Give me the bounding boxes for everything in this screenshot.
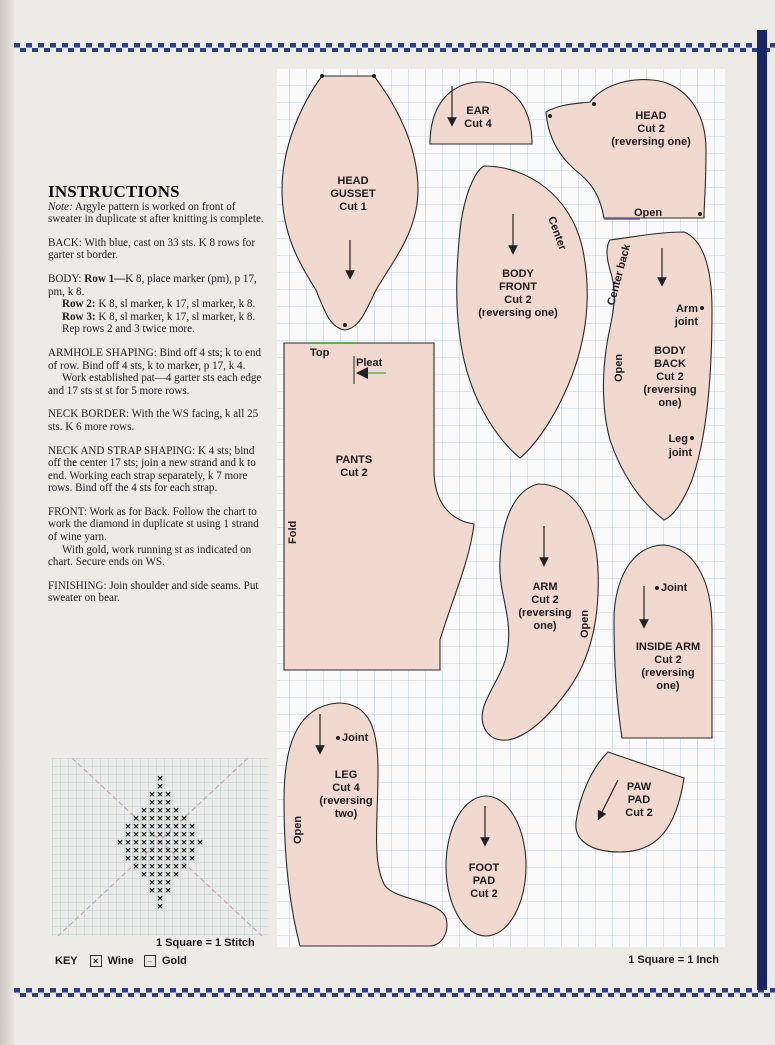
- body-back-label-1: BODY: [654, 345, 686, 357]
- wine-stitch-mark: ×: [124, 830, 132, 840]
- ear-label-2: Cut 4: [464, 118, 492, 130]
- body-back-label-4: (reversing: [643, 384, 697, 396]
- wine-stitch-mark: ×: [148, 886, 156, 896]
- leg-joint-label: Joint: [342, 732, 369, 744]
- wine-stitch-mark: ×: [172, 846, 180, 856]
- wine-stitch-mark: ×: [148, 790, 156, 800]
- wine-stitch-mark: ×: [140, 870, 148, 880]
- wine-stitch-mark: ×: [148, 814, 156, 824]
- arm-label-3: (reversing: [518, 607, 572, 619]
- neck-border-paragraph: NECK BORDER: With the WS facing, k all 25 sts. K 6 more rows.: [48, 408, 259, 433]
- back-paragraph: BACK: With blue, cast on 33 sts. K 8 rows for garter st border.: [48, 236, 256, 262]
- body-back-label-3: Cut 2: [656, 371, 684, 383]
- wine-stitch-mark: ×: [132, 814, 140, 824]
- key-label: KEY: [55, 955, 78, 967]
- body-front-label-4: (reversing one): [478, 307, 558, 319]
- front-text: FRONT: Work as for Back. Follow the chart to work the diamond in duplicate st using 1 strand of wine yarn.: [48, 505, 259, 544]
- body-front-label-2: FRONT: [499, 281, 537, 293]
- row3-text: K 8, sl marker, k 17, sl marker, k 8.: [95, 310, 256, 323]
- wine-stitch-mark: ×: [196, 838, 204, 848]
- wine-stitch-mark: ×: [172, 838, 180, 848]
- row1-text: K 8, place marker (pm), p 17, pm, k 8.: [48, 272, 257, 298]
- wine-stitch-mark: ×: [180, 862, 188, 872]
- wine-stitch-mark: ×: [148, 862, 156, 872]
- paw-pad-label-3: Cut 2: [625, 807, 653, 819]
- wine-stitch-mark: ×: [172, 814, 180, 824]
- paw-pad-label-1: PAW: [626, 781, 652, 793]
- wine-stitch-mark: ×: [164, 814, 172, 824]
- wine-stitch-mark: ×: [148, 870, 156, 880]
- wine-stitch-mark: ×: [180, 854, 188, 864]
- body-front-center-label: Center: [545, 214, 569, 252]
- wine-stitch-mark: ×: [148, 798, 156, 808]
- wine-stitch-mark: ×: [148, 854, 156, 864]
- pants-top-label: Top: [310, 347, 330, 359]
- wine-stitch-mark: ×: [156, 790, 164, 800]
- leg-open-label: Open: [292, 815, 304, 844]
- wine-stitch-mark: ×: [156, 814, 164, 824]
- pants-label-1: PANTS: [335, 454, 373, 466]
- wine-stitch-mark: ×: [148, 846, 156, 856]
- chart-caption: 1 Square = 1 Stitch: [156, 937, 255, 949]
- rep-line: Rep rows 2 and 3 twice more.: [62, 323, 195, 336]
- wine-stitch-mark: ×: [132, 822, 140, 832]
- pattern-caption: 1 Square = 1 Inch: [628, 954, 719, 966]
- wine-stitch-mark: ×: [156, 878, 164, 888]
- wine-stitch-mark: ×: [156, 870, 164, 880]
- wine-stitch-mark: ×: [132, 830, 140, 840]
- inside-arm-label-4: one): [656, 680, 680, 692]
- pants-pleat-label: Pleat: [356, 357, 383, 369]
- head-gusset-label-1: HEAD: [337, 175, 369, 187]
- leg-joint-label-1: Leg: [668, 433, 688, 445]
- body-back-open-label: Open: [613, 353, 625, 382]
- wine-stitch-mark: ×: [156, 782, 164, 792]
- foot-pad-label-2: PAD: [472, 875, 496, 887]
- wine-stitch-mark: ×: [180, 846, 188, 856]
- wine-stitch-mark: ×: [188, 838, 196, 848]
- leg-label-4: two): [334, 808, 358, 820]
- wine-stitch-mark: ×: [116, 838, 124, 848]
- head-gusset-label-3: Cut 1: [339, 201, 367, 213]
- row3-label: Row 3:: [62, 310, 96, 323]
- finishing-paragraph: FINISHING: Join shoulder and side seams. Put sweater on bear.: [48, 579, 259, 605]
- wine-stitch-mark: ×: [156, 822, 164, 832]
- wine-stitch-mark: ×: [132, 846, 140, 856]
- wine-stitch-mark: ×: [164, 790, 172, 800]
- arm-label-2: Cut 2: [531, 594, 559, 606]
- wine-stitch-mark: ×: [164, 846, 172, 856]
- body-back-center-label: Center back: [605, 242, 634, 307]
- wine-stitch-mark: ×: [188, 830, 196, 840]
- armhole-text: ARMHOLE SHAPING: Bind off 4 sts; k to end of row. Bind off 4 sts, k to marker, p 17, k 4.: [48, 346, 262, 372]
- leg-label-3: (reversing: [319, 795, 373, 807]
- body-back-label-5: one): [658, 397, 682, 409]
- wine-stitch-mark: ×: [140, 814, 148, 824]
- wine-stitch-mark: ×: [180, 838, 188, 848]
- body-back-label-2: BACK: [654, 358, 686, 370]
- wine-stitch-mark: ×: [132, 854, 140, 864]
- wine-stitch-mark: ×: [164, 862, 172, 872]
- paw-pad-label-2: PAD: [627, 794, 651, 806]
- wine-stitch-mark: ×: [156, 798, 164, 808]
- wine-stitch-mark: ×: [124, 822, 132, 832]
- wine-stitch-mark: ×: [148, 838, 156, 848]
- wine-stitch-mark: ×: [140, 830, 148, 840]
- wine-stitch-mark: ×: [172, 870, 180, 880]
- ear-label-1: EAR: [466, 105, 490, 117]
- wine-stitch-mark: ×: [172, 822, 180, 832]
- wine-stitch-mark: ×: [156, 806, 164, 816]
- inside-arm-joint-label: Joint: [661, 582, 688, 594]
- row2-label: Row 2:: [62, 298, 96, 311]
- head-open-label: Open: [634, 207, 663, 219]
- inside-arm-piece: [614, 545, 712, 738]
- wine-stitch-mark: ×: [140, 846, 148, 856]
- wine-stitch-mark: ×: [172, 830, 180, 840]
- foot-pad-label-1: FOOT: [468, 862, 500, 874]
- wine-stitch-mark: ×: [188, 854, 196, 864]
- head-label-2: Cut 2: [637, 123, 665, 135]
- wine-stitch-mark: ×: [156, 886, 164, 896]
- wine-stitch-mark: ×: [124, 854, 132, 864]
- wine-stitch-mark: ×: [156, 830, 164, 840]
- head-label-3: (reversing one): [611, 136, 691, 148]
- leg-label-1: LEG: [334, 769, 358, 781]
- wine-stitch-mark: ×: [148, 878, 156, 888]
- wine-stitch-mark: ×: [164, 830, 172, 840]
- wine-stitch-mark: ×: [164, 870, 172, 880]
- row1-label: Row 1—: [84, 272, 126, 285]
- body-front-label-1: BODY: [502, 268, 534, 280]
- key-gold: Gold: [161, 955, 187, 967]
- wine-stitch-mark: ×: [172, 862, 180, 872]
- inside-arm-label-2: Cut 2: [654, 654, 682, 666]
- wine-stitch-mark: ×: [164, 838, 172, 848]
- wine-stitch-mark: ×: [156, 838, 164, 848]
- wine-stitch-mark: ×: [164, 854, 172, 864]
- head-gusset-label-2: GUSSET: [330, 188, 376, 200]
- inside-arm-label-1: INSIDE ARM: [635, 641, 701, 653]
- body-front-label-3: Cut 2: [504, 294, 532, 306]
- wine-stitch-mark: ×: [148, 830, 156, 840]
- wine-stitch-mark: ×: [172, 854, 180, 864]
- wine-stitch-mark: ×: [172, 806, 180, 816]
- wine-stitch-mark: ×: [180, 822, 188, 832]
- wine-stitch-mark: ×: [132, 838, 140, 848]
- wine-stitch-mark: ×: [148, 806, 156, 816]
- body-label: BODY:: [48, 272, 82, 285]
- pants-fold-label: Fold: [287, 520, 299, 544]
- wine-stitch-mark: ×: [156, 894, 164, 904]
- foot-pad-piece: [446, 796, 526, 936]
- wine-stitch-mark: ×: [140, 822, 148, 832]
- wine-stitch-mark: ×: [180, 814, 188, 824]
- wine-stitch-mark: ×: [164, 798, 172, 808]
- arm-joint-label-2: joint: [674, 316, 698, 328]
- pants-label-2: Cut 2: [340, 467, 368, 479]
- neck-strap-paragraph: NECK AND STRAP SHAPING: K 4 sts; bind off the center 17 sts; join a new strand and k to end. Working each strap separately, k 7 more rows. Bind off the 4 sts for each strap.: [48, 444, 256, 495]
- wine-stitch-mark: ×: [156, 862, 164, 872]
- arm-open-label: Open: [579, 609, 591, 638]
- wine-stitch-mark: ×: [164, 886, 172, 896]
- wine-stitch-mark: ×: [140, 806, 148, 816]
- wine-stitch-mark: ×: [180, 830, 188, 840]
- inside-arm-label-3: (reversing: [641, 667, 695, 679]
- wine-symbol-icon: ×: [90, 955, 102, 967]
- wine-stitch-mark: ×: [164, 878, 172, 888]
- armhole-text-2: Work established pat—4 garter sts each edge and 17 sts st st for 5 more rows.: [48, 372, 262, 397]
- wine-stitch-mark: ×: [188, 846, 196, 856]
- leg-joint-label-2: joint: [668, 447, 692, 459]
- wine-stitch-mark: ×: [124, 846, 132, 856]
- wine-stitch-mark: ×: [164, 822, 172, 832]
- wine-stitch-mark: ×: [132, 862, 140, 872]
- arm-label-4: one): [533, 620, 557, 632]
- instructions-title: INSTRUCTIONS: [48, 182, 180, 201]
- gold-symbol-icon: –: [144, 955, 156, 967]
- wine-stitch-mark: ×: [140, 862, 148, 872]
- foot-pad-label-3: Cut 2: [470, 888, 498, 900]
- wine-stitch-mark: ×: [124, 838, 132, 848]
- wine-stitch-mark: ×: [156, 846, 164, 856]
- wine-stitch-mark: ×: [156, 902, 164, 912]
- arm-joint-label-1: Arm: [675, 303, 698, 315]
- front-text-2: With gold, work running st as indicated on chart. Secure ends on WS.: [48, 543, 252, 569]
- wine-stitch-mark: ×: [164, 806, 172, 816]
- wine-stitch-mark: ×: [148, 822, 156, 832]
- key-wine: Wine: [107, 955, 134, 967]
- arm-label-1: ARM: [532, 581, 558, 593]
- wine-stitch-mark: ×: [156, 774, 164, 784]
- wine-stitch-mark: ×: [140, 838, 148, 848]
- leg-label-2: Cut 4: [332, 782, 360, 794]
- note-text: Argyle pattern is worked on front of sweater in duplicate st after knitting is complete.: [48, 200, 264, 226]
- row2-text: K 8, sl marker, k 17, sl marker, k 8.: [95, 298, 256, 311]
- note-label: Note:: [48, 200, 73, 213]
- wine-stitch-mark: ×: [140, 854, 148, 864]
- wine-stitch-mark: ×: [188, 822, 196, 832]
- head-label-1: HEAD: [635, 110, 667, 122]
- wine-stitch-mark: ×: [156, 854, 164, 864]
